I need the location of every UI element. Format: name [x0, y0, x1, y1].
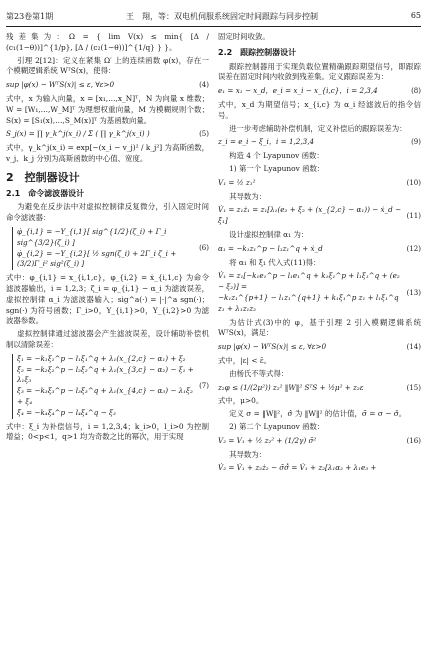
lemma-2-text: 引理 2[12]：定义在紧集 Ω′ 上的连续函数 φ(x)，存在一个模糊逻辑系统 WᵀS(x)，使得： [6, 55, 209, 76]
equation-16-body: V₂ = V₁ + ½ z₂² + (1/2γ) σ̃² [218, 435, 317, 445]
equation-11-number: (11) [406, 211, 421, 220]
equation-5-number: (5) [199, 130, 209, 139]
equation-7-line-3: ξ̇₃ = −k₃ξ₃^p − l₃ξ₃^q + λ₁(x_{4,c} − α₃) − λ₁ξ₂ + ξ₄ [17, 386, 193, 406]
equation-10-body: V₁ = ½ z₁² [218, 177, 256, 187]
equation-13-line-1: V̇₁ = z₁[−k₁e₁^p − l₁e₁^q + k₁ξ₁^p + l₁ξ₁^q + (e₂ − ξ₂)] = [218, 271, 400, 292]
equation-13 [218, 271, 421, 314]
equation-15-body: z₂φ ≤ (1/(2μ²)) z₂² ‖W‖² SᵀS + ½μ² + z₂ε [218, 382, 364, 392]
derivative-label-2: 其导数为： [229, 449, 267, 459]
equation-17-body: V̇₂ = V̇₁ + z₂ż₂ − σ̃σ̂̇ = V̇₁ + z₂[λ₁α₂ + λ₁e₃ + [218, 463, 377, 473]
equation-7-line-1: ξ̇₁ = −k₁ξ₁^p − l₁ξ₁^q + λ₁(x_{2,c} − α₁) + ξ₂ [17, 353, 186, 363]
mu-text: 式中，μ>0。 [218, 396, 264, 406]
derivative-label-1: 其导数为： [229, 191, 267, 201]
virtual-control-label: 设计虚拟控制律 α₁ 为： [229, 229, 309, 239]
equation-6-explanation: 式中：φ_{i,1} = x_{i,1,c}，φ_{i,2} = ẋ_{i,1,c} 为命令滤波器输出，i = 1,2,3；ζ_i = φ_{i,1} − α_i 为滤波误差，虚拟控制律 α_i 为滤波器输入；sig^a(·) = |·|^a sgn(·)；sgn(·) 为符号函数；Γ_i>0，Y_{i,1}>0，Y_{i,2}>0 为滤波器参数。 [6, 273, 209, 326]
equation-5-body: S_j(x) = ∏ γ_k^j(x_i) / Σ ( ∏ γ_k^j(x_i) ) [6, 129, 150, 139]
equation-9-number: (9) [411, 138, 421, 147]
equation-7-explanation: 式中：ξ_i 为补偿信号，i = 1,2,3,4；k_i>0，l_i>0 为控制增益；0<p<1，q>1 均为奇数之比的幂次，用于实现 [6, 421, 209, 442]
equation-4 [6, 80, 209, 91]
equation-16-number: (16) [406, 436, 421, 445]
equation-7 [6, 354, 209, 419]
fixed-time-convergence-text: 固定时间收敛。 [218, 32, 270, 41]
equation-9-body: z_i = e_i − ξ_i，i = 1,2,3,4 [218, 137, 315, 147]
equation-10-number: (10) [406, 178, 421, 187]
equation-7-line-2: ξ̇₂ = −k₂ξ₂^p − l₂ξ₂^q + λ₁(x_{3,c} − α₂) − ξ₁ + λ₁ξ₃ [17, 364, 194, 385]
equation-14-body: sup |φ(x) − WᵀS(x)| ≤ ε, ∀ε>0 [218, 342, 327, 352]
equation-12-body: α₁ = −k₁z₁^p − l₁z₁^q + ẋ_d [218, 243, 323, 253]
left-column [6, 32, 209, 445]
equation-11 [218, 205, 421, 227]
section-2-heading: 2 控制器设计 [6, 170, 80, 184]
first-lyapunov-label: 1) 第一个 Lyapunov 函数： [229, 163, 325, 173]
equation-7-line-4: ξ̇₄ = −k₄ξ₄^p − l₄ξ₄^q − ξ₃ [17, 407, 116, 417]
compensation-intro: 虚拟控制律通过滤波器会产生滤波误差，设计辅助补偿机制以清除误差： [6, 329, 209, 349]
page-header [6, 6, 421, 27]
section-2-1-intro: 为避免在反步法中对虚拟控制律反复微分，引入固定时间命令滤波器： [6, 202, 209, 223]
second-lyapunov-label: 2) 第二个 Lyapunov 函数： [229, 421, 325, 431]
equation-8-body: e₁ = x₁ − x_d，e_i = x_i − x_{i,c}，i = 2,3,4 [218, 86, 378, 96]
epsilon-bound-text: 式中，|ε| < ε̄。 [218, 355, 272, 365]
equation-14-number: (14) [406, 343, 421, 352]
equation-8-explanation: 式中，x_d 为期望信号；x_{i,c} 为 α_i 经滤波后的指令信号。 [218, 99, 421, 120]
section-2-2-heading: 2.2 跟踪控制器设计 [218, 47, 297, 57]
equation-11-body: V̇₁ = z₁ż₁ = z₁[λ₁(e₂ + ξ₂ + (x_{2,c} − α₁)) − ẋ_d − ξ̇₁] [218, 205, 402, 226]
right-column [218, 32, 421, 477]
equation-6 [6, 227, 209, 270]
equation-8 [218, 86, 421, 97]
young-inequality-text: 由杨氏不等式得： [229, 368, 289, 378]
journal-volume: 第23卷第1期 [6, 12, 54, 21]
fuzzy-estimation-text: 为估计式(3)中的 φ，基于引理 2 引入模糊逻辑系统 WᵀS(x)，满足： [218, 317, 421, 338]
equation-14 [218, 342, 421, 353]
equation-4-number: (4) [199, 81, 209, 90]
equation-9 [218, 137, 421, 148]
equation-7-system [12, 354, 199, 419]
running-title: 王 翔，等：双电机伺服系统固定时间跟踪与同步控制 [126, 12, 318, 21]
equation-7-number: (7) [199, 381, 209, 390]
equation-6-system [12, 227, 199, 270]
substitution-text: 将 α₁ 和 ξ̇₁ 代入式(11)得： [229, 257, 321, 267]
equation-6-number: (6) [199, 244, 209, 253]
equation-17 [218, 463, 421, 474]
equation-8-number: (8) [411, 87, 421, 96]
compensated-error-intro: 进一步考虑辅助补偿机制，定义补偿后的跟踪误差为： [229, 123, 407, 133]
lyapunov-intro: 构造 4 个 Lyapunov 函数： [229, 151, 324, 161]
equation-12-number: (12) [406, 244, 421, 253]
equation-15-number: (15) [406, 383, 421, 392]
equation-10 [218, 178, 421, 189]
residual-set-text: 残差集为：Ω = { lim V(x) ≤ min{ [Δ / (c₁(1−θ))]^{1/p}, [Δ / (c₂(1−θ))]^{1/q} } }。 [6, 32, 209, 52]
equation-6-line-1: φ̇_{i,1} = −Y_{i,1}[ sig^{1/2}(ζ_i) + Γ_i sig^{3/2}(ζ_i) ] [17, 226, 167, 247]
equation-16 [218, 436, 421, 447]
equation-12 [218, 244, 421, 255]
equation-13-lines [218, 271, 407, 314]
equation-13-number: (13) [406, 288, 421, 297]
equation-5-explanation: 式中，γ_k^j(x_i) = exp[−(x_i − v_j)² / k_j²] 为高斯函数，v_j、k_j 分别为高斯函数的中心值、宽度。 [6, 143, 209, 163]
equation-15 [218, 383, 421, 394]
equation-5 [6, 129, 209, 140]
section-2-1-heading: 2.1 命令滤波器设计 [6, 188, 85, 198]
equation-4-explanation: 式中，x 为输入向量，x = [x₁,…,x_N]ᵀ，N 为向量 x 维数；W = [W₁,…,W_M]ᵀ 为理想权重向量，M 为模糊规则个数；S(x) = [S₁(x),…,S_M(x)]ᵀ 为基函数向量。 [6, 93, 209, 125]
equation-13-line-2: −k₁z₁^{p+1} − l₁z₁^{q+1} + k₁ξ₁^p z₁ + l₁ξ₁^q z₁ + λ₁z₁z₂ [218, 292, 399, 313]
equation-4-body: sup |φ(x) − WᵀS(x)| ≤ ε, ∀ε>0 [6, 80, 115, 90]
page-number: 65 [410, 11, 421, 20]
section-2-2-intro: 跟踪控制器用于实现负载位置精确跟踪期望信号，即跟踪误差在固定时间内收敛到残差集。定义跟踪误差为： [218, 61, 421, 82]
sigma-definition-text: 定义 σ = ‖W‖²，σ̂ 为 ‖W‖² 的估计值，σ̃ = σ − σ̂。 [229, 409, 407, 419]
equation-6-line-2: φ̇_{i,2} = −Y_{i,2}[ ½ sgn(ζ_i) + 2Γ_i ζ_i + (3/2)Γ_i² sig²(ζ_i) ] [17, 248, 177, 269]
